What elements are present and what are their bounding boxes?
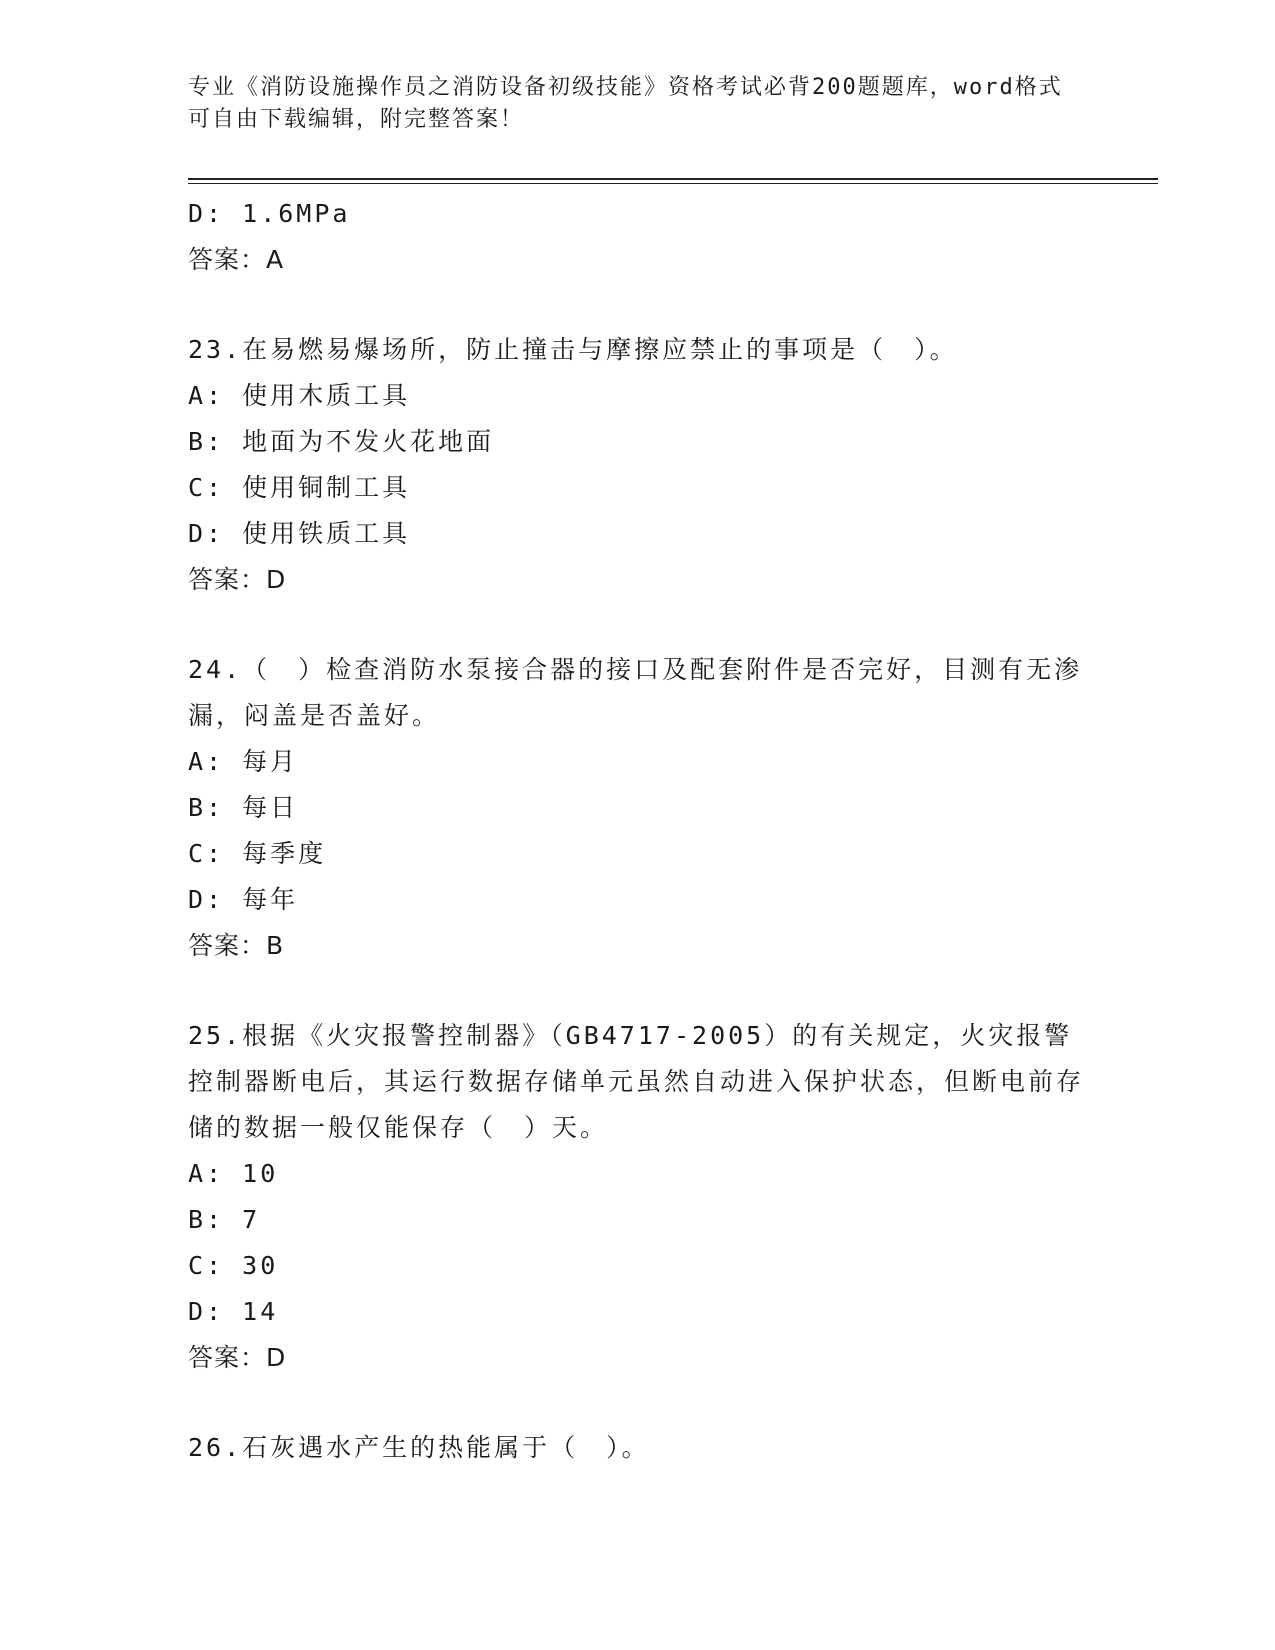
option-a: A: 使用木质工具 xyxy=(188,381,411,410)
option-d: D: 14 xyxy=(188,1297,279,1326)
option-c: C: 使用铜制工具 xyxy=(188,473,411,502)
option-d: D: 每年 xyxy=(188,885,299,914)
question-23 xyxy=(188,327,1088,603)
question-stem: 23.在易燃易爆场所，防止撞击与摩擦应禁止的事项是（ ）。 xyxy=(188,335,958,364)
spacer xyxy=(188,603,1088,647)
option-a: A: 10 xyxy=(188,1159,279,1188)
option-d: D: 1.6MPa xyxy=(188,199,351,228)
option-c: C: 30 xyxy=(188,1251,279,1280)
option-b: B: 每日 xyxy=(188,793,299,822)
header-divider-thin xyxy=(188,183,1158,184)
spacer xyxy=(188,1381,1088,1425)
spacer xyxy=(188,969,1088,1013)
spacer xyxy=(188,283,1088,327)
question-22-tail xyxy=(188,191,1088,283)
question-stem: 26.石灰遇水产生的热能属于（ ）。 xyxy=(188,1433,650,1462)
question-26 xyxy=(188,1425,1088,1471)
header-divider-thick xyxy=(188,178,1158,180)
question-stem: 25.根据《火灾报警控制器》（GB4717-2005）的有关规定，火灾报警控制器断电后，其运行数据存储单元虽然自动进入保护状态，但断电前存储的数据一般仅能保存（ ）天。 xyxy=(188,1021,1085,1142)
option-b: B: 7 xyxy=(188,1205,261,1234)
option-a: A: 每月 xyxy=(188,747,299,776)
question-list xyxy=(188,191,1088,1471)
option-d: D: 使用铁质工具 xyxy=(188,519,411,548)
answer-line: 答案：B xyxy=(188,931,285,960)
answer-line: 答案：D xyxy=(188,565,287,594)
option-b: B: 地面为不发火花地面 xyxy=(188,427,495,456)
option-c: C: 每季度 xyxy=(188,839,327,868)
question-25 xyxy=(188,1013,1088,1381)
question-24 xyxy=(188,647,1088,969)
document-header: 专业《消防设施操作员之消防设备初级技能》资格考试必背200题题库，word格式可自由下载编辑，附完整答案！ xyxy=(188,75,1063,132)
question-stem: 24.（ ）检查消防水泵接合器的接口及配套附件是否完好，目测有无渗漏，闷盖是否盖好。 xyxy=(188,655,1083,730)
answer-line: 答案：D xyxy=(188,1343,287,1372)
answer-line: 答案：A xyxy=(188,245,285,274)
